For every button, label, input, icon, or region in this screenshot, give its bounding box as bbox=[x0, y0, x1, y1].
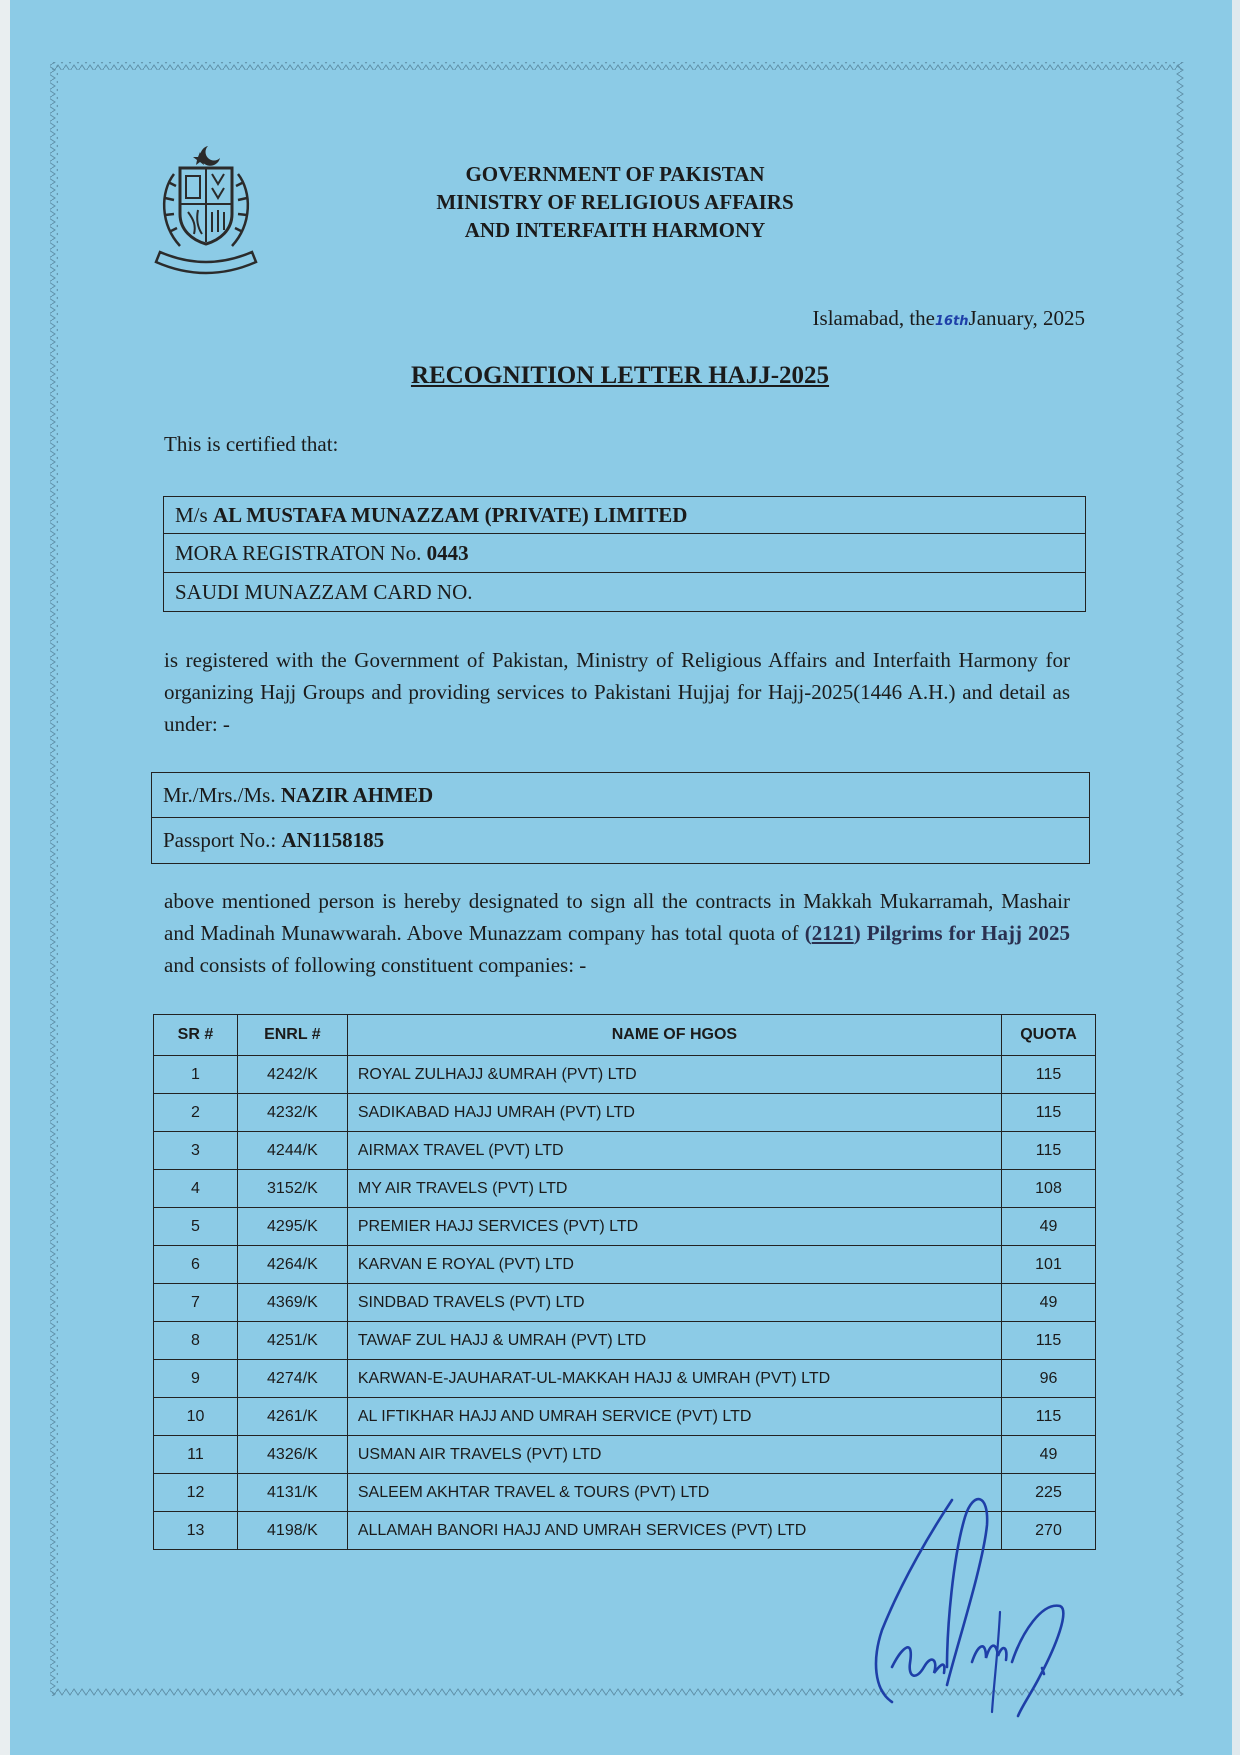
passport-row bbox=[152, 818, 1089, 863]
table-header-row bbox=[154, 1015, 1096, 1056]
hgos-name-cell: TAWAF ZUL HAJJ & UMRAH (PVT) LTD bbox=[347, 1322, 1001, 1360]
quota-cell: 49 bbox=[1002, 1436, 1096, 1474]
letter-title: RECOGNITION LETTER HAJJ-2025 bbox=[410, 362, 830, 389]
quota-cell: 49 bbox=[1002, 1208, 1096, 1246]
designation-text-after: and consists of following constituent companies: - bbox=[164, 953, 587, 977]
quota-cell: 270 bbox=[1002, 1512, 1096, 1550]
ministry-header bbox=[380, 160, 850, 244]
hgos-name-cell: MY AIR TRAVELS (PVT) LTD bbox=[347, 1170, 1001, 1208]
header-line-3: AND INTERFAITH HARMONY bbox=[464, 218, 766, 242]
dateline-suffix: January, 2025 bbox=[968, 306, 1085, 330]
table-row bbox=[154, 1246, 1096, 1284]
person-name: NAZIR AHMED bbox=[280, 783, 434, 807]
table-row bbox=[154, 1436, 1096, 1474]
total-quota bbox=[805, 921, 1070, 945]
quota-cell: 115 bbox=[1002, 1132, 1096, 1170]
hgos-name-cell: AL IFTIKHAR HAJJ AND UMRAH SERVICE (PVT) LTD bbox=[347, 1398, 1001, 1436]
certify-text: This is certified that: bbox=[164, 432, 339, 456]
designation-text-before: above mentioned person is hereby designated to sign all the contracts in Makkah Mukarramah, Mashair and Madinah Munawwarah. Above Munazzam company has total quota of bbox=[164, 889, 1070, 945]
person-box bbox=[151, 772, 1090, 864]
quota-cell: 115 bbox=[1002, 1056, 1096, 1094]
mora-label: MORA REGISTRATON No. bbox=[175, 541, 427, 565]
passport-number: AN1158185 bbox=[281, 828, 385, 852]
dateline-day: 16th bbox=[934, 314, 969, 329]
designation-paragraph bbox=[164, 885, 1070, 981]
sr-cell: 4 bbox=[154, 1170, 238, 1208]
enrl-cell: 4131/K bbox=[237, 1474, 347, 1512]
quota-total-number: 2121 bbox=[811, 921, 854, 945]
sr-cell: 11 bbox=[154, 1436, 238, 1474]
table-row bbox=[154, 1094, 1096, 1132]
enrl-cell: 4274/K bbox=[237, 1360, 347, 1398]
sr-cell: 8 bbox=[154, 1322, 238, 1360]
sr-cell: 2 bbox=[154, 1094, 238, 1132]
sr-cell: 3 bbox=[154, 1132, 238, 1170]
person-title: Mr./Mrs./Ms. bbox=[163, 783, 281, 807]
sr-cell: 7 bbox=[154, 1284, 238, 1322]
hgos-name-cell: KARVAN E ROYAL (PVT) LTD bbox=[347, 1246, 1001, 1284]
company-box bbox=[163, 496, 1086, 612]
company-name-prefix: M/s bbox=[175, 503, 213, 527]
enrl-cell: 4244/K bbox=[237, 1132, 347, 1170]
header-enrl: ENRL # bbox=[237, 1015, 347, 1056]
enrl-cell: 4261/K bbox=[237, 1398, 347, 1436]
table-row bbox=[154, 1170, 1096, 1208]
munazzam-card-row bbox=[164, 573, 1085, 611]
sr-cell: 9 bbox=[154, 1360, 238, 1398]
enrl-cell: 4251/K bbox=[237, 1322, 347, 1360]
hgos-name-cell: ROYAL ZULHAJJ &UMRAH (PVT) LTD bbox=[347, 1056, 1001, 1094]
card-label: SAUDI MUNAZZAM CARD NO. bbox=[175, 580, 473, 604]
hgos-name-cell: SALEEM AKHTAR TRAVEL & TOURS (PVT) LTD bbox=[347, 1474, 1001, 1512]
quota-cell: 108 bbox=[1002, 1170, 1096, 1208]
enrl-cell: 4295/K bbox=[237, 1208, 347, 1246]
table-row bbox=[154, 1284, 1096, 1322]
sr-cell: 13 bbox=[154, 1512, 238, 1550]
hgos-table bbox=[153, 1014, 1096, 1550]
enrl-cell: 4242/K bbox=[237, 1056, 347, 1094]
sr-cell: 6 bbox=[154, 1246, 238, 1284]
table-row bbox=[154, 1208, 1096, 1246]
company-name: AL MUSTAFA MUNAZZAM (PRIVATE) LIMITED bbox=[212, 503, 688, 527]
quota-close: ) bbox=[853, 921, 861, 945]
enrl-cell: 3152/K bbox=[237, 1170, 347, 1208]
hgos-name-cell: SINDBAD TRAVELS (PVT) LTD bbox=[347, 1284, 1001, 1322]
quota-suffix: Pilgrims for Hajj 2025 bbox=[860, 921, 1070, 945]
quota-cell: 101 bbox=[1002, 1246, 1096, 1284]
signature-icon bbox=[852, 1492, 1077, 1722]
sr-cell: 10 bbox=[154, 1398, 238, 1436]
sr-cell: 12 bbox=[154, 1474, 238, 1512]
hgos-name-cell: SADIKABAD HAJJ UMRAH (PVT) LTD bbox=[347, 1094, 1001, 1132]
mora-number: 0443 bbox=[426, 541, 469, 565]
sr-cell: 1 bbox=[154, 1056, 238, 1094]
header-quota: QUOTA bbox=[1002, 1015, 1096, 1056]
person-name-row bbox=[152, 773, 1089, 818]
sr-cell: 5 bbox=[154, 1208, 238, 1246]
hgos-name-cell: AIRMAX TRAVEL (PVT) LTD bbox=[347, 1132, 1001, 1170]
company-name-row bbox=[164, 497, 1085, 534]
quota-cell: 115 bbox=[1002, 1398, 1096, 1436]
enrl-cell: 4264/K bbox=[237, 1246, 347, 1284]
hgos-name-cell: ALLAMAH BANORI HAJJ AND UMRAH SERVICES (PVT) LTD bbox=[347, 1512, 1001, 1550]
table-row bbox=[154, 1132, 1096, 1170]
quota-cell: 49 bbox=[1002, 1284, 1096, 1322]
quota-cell: 115 bbox=[1002, 1094, 1096, 1132]
dateline-prefix: Islamabad, the bbox=[812, 306, 935, 330]
table-row bbox=[154, 1360, 1096, 1398]
quota-cell: 225 bbox=[1002, 1474, 1096, 1512]
mora-registration-row bbox=[164, 534, 1085, 573]
dateline bbox=[813, 306, 1085, 331]
header-line-2: MINISTRY OF RELIGIOUS AFFAIRS bbox=[436, 190, 794, 214]
header-sr: SR # bbox=[154, 1015, 238, 1056]
header-line-1: GOVERNMENT OF PAKISTAN bbox=[465, 162, 765, 186]
passport-label: Passport No.: bbox=[163, 828, 282, 852]
enrl-cell: 4232/K bbox=[237, 1094, 347, 1132]
header-name: NAME OF HGOS bbox=[347, 1015, 1001, 1056]
hgos-name-cell: KARWAN-E-JAUHARAT-UL-MAKKAH HAJJ & UMRAH (PVT) LTD bbox=[347, 1360, 1001, 1398]
state-emblem-icon bbox=[146, 138, 266, 278]
quota-cell: 96 bbox=[1002, 1360, 1096, 1398]
hgos-name-cell: USMAN AIR TRAVELS (PVT) LTD bbox=[347, 1436, 1001, 1474]
hgos-name-cell: PREMIER HAJJ SERVICES (PVT) LTD bbox=[347, 1208, 1001, 1246]
table-row bbox=[154, 1322, 1096, 1360]
enrl-cell: 4369/K bbox=[237, 1284, 347, 1322]
quota-cell: 115 bbox=[1002, 1322, 1096, 1360]
enrl-cell: 4198/K bbox=[237, 1512, 347, 1550]
quota-open: ( bbox=[804, 921, 812, 945]
enrl-cell: 4326/K bbox=[237, 1436, 347, 1474]
registration-paragraph: is registered with the Government of Pakistan, Ministry of Religious Affairs and Interfaith Harmony for organizing Hajj Groups and providing services to Pakistani Hujjaj for Hajj-2025(1446 A.H.) and detail as under: - bbox=[164, 648, 1070, 736]
table-row bbox=[154, 1056, 1096, 1094]
table-row bbox=[154, 1398, 1096, 1436]
